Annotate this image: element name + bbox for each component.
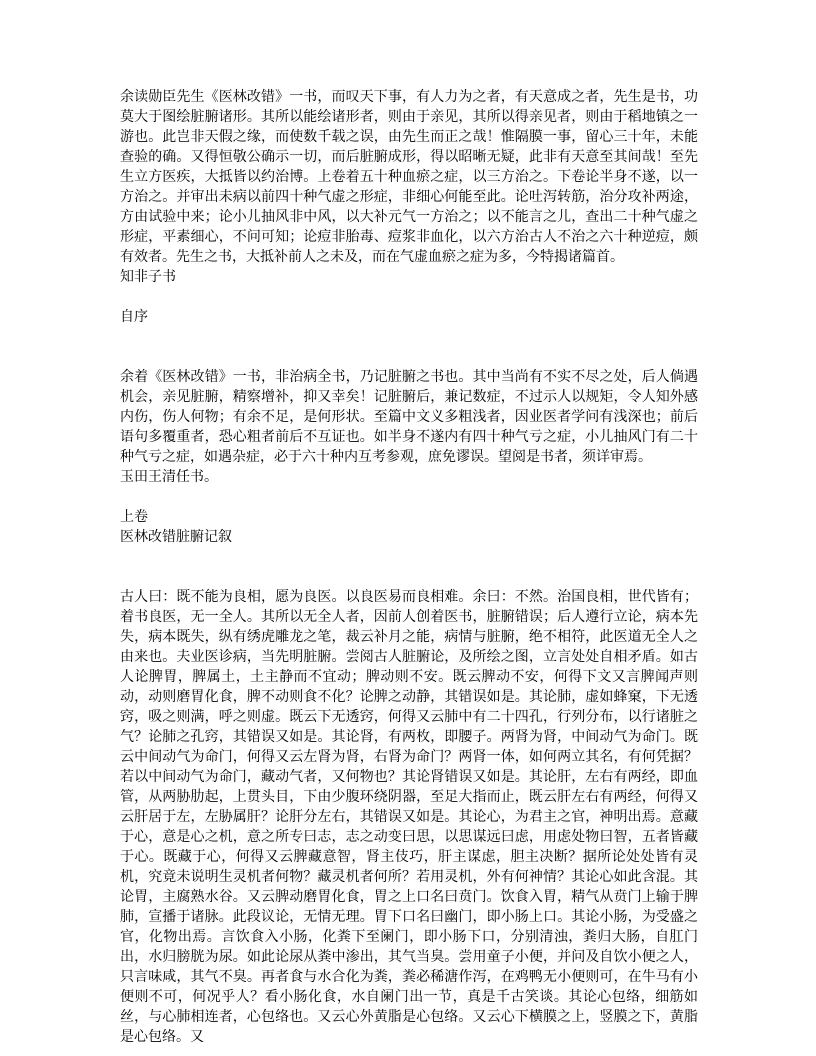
self-preface-title: 自序 [120,310,148,325]
chapter-title: 医林改错脏腑记叙 [120,530,232,545]
preface-signature: 知非子书 [120,270,176,285]
self-preface-paragraph: 余着《医林改错》一书，非治病全书，乃记脏腑之书也。其中当尚有不实不尽之处，后人倘遇机会，亲见脏腑，精察增补，抑又幸矣！记脏腑后，兼记数症，不过示人以规矩，令人知外感内伤，伤人何物；有余不足，是何形状。至篇中文义多粗浅者，因业医者学问有浅深也；前后语句多覆重者，恐心粗者前后不互证也。如半身不遂内有四十种气亏之症，小儿抽风门有二十种气亏之症，如遇杂症，必于六十种内互考参观，庶免谬误。望阅是书者，须详审焉。 [120,370,698,465]
preface-paragraph: 余读勋臣先生《医林改错》一书，而叹天下事，有人力为之者，有天意成之者，先生是书，功莫大于图绘脏腑诸形。其所以能绘诸形者，则由于亲见，其所以得亲见者，则由于稻地镇之一游也。此岂非天假之缘，而使数千载之误，由先生而正之哉！惟隔膜一事，留心三十年，未能查验的确。又得恒敬公确示一切，而后脏腑成形，得以昭晰无疑，此非有天意至其间哉！至先生立方医疾，大抵皆以约治博。上卷着五十种血瘀之症，以三方治之。下卷论半身不遂，以一方治之。并审出未病以前四十种气虚之形症，非细心何能至此。论吐泻转筋，治分攻补两途，方由试验中来；论小儿抽风非中风，以大补元气一方治之；以不能言之儿，查出二十种气虚之形症，平素细心，不问可知；论痘非胎毒、痘浆非血化，以六方治古人不治之六十种逆痘，颇有效者。先生之书，大抵补前人之未及，而在气虚血瘀之症为多，今特揭诸篇首。 [120,90,698,265]
chapter-body: 古人曰：既不能为良相，愿为良医。以良医易而良相难。余曰：不然。治国良相，世代皆有；着书良医，无一全人。其所以无全人者，因前人创着医书，脏腑错误；后人遵行立论，病本先失，病本既失，纵有绣虎雕龙之笔，裁云补月之能，病情与脏腑，绝不相符，此医道无全人之由来也。夫业医诊病，当先明脏腑。尝阅古人脏腑论，及所绘之图，立言处处自相矛盾。如古人论脾胃，脾属土，土主静而不宜动；脾动则不安。既云脾动不安，何得下文又言脾闻声则动，动则磨胃化食，脾不动则食不化？论脾之动静，其错误如是。其论肺，虚如蜂窠，下无透窍，吸之则满，呼之则虚。既云下无透窍，何得又云肺中有二十四孔，行列分布，以行诸脏之气？论肺之孔窍，其错误又如是。其论肾，有两枚，即腰子。两肾为肾，中间动气为命门。既云中间动气为命门，何得又云左肾为肾，右肾为命门？两肾一体，如何两立其名，有何凭据？若以中间动气为命门，藏动气者，又何物也？其论肾错误又如是。其论肝，左右有两经，即血管，从两胁肋起，上贯头目，下由少腹环绕阴器，至足大指而止，既云肝左右有两经，何得又云肝居于左，左胁属肝？论肝分左右，其错误又如是。其论心，为君主之官，神明出焉。意藏于心，意是心之机，意之所专曰志，志之动变曰思，以思谋远曰虑，用虑处物曰智，五者皆藏于心。既藏于心，何得又云脾藏意智，肾主伎巧，肝主谋虑，胆主决断？据所论处处皆有灵机，究竟未说明生灵机者何物？藏灵机者何所？若用灵机，外有何神情？其论心如此含混。其论胃，主腐熟水谷。又云脾动磨胃化食，胃之上口名曰贲门。饮食入胃，精气从贲门上输于脾肺，宣播于诸脉。此段议论，无情无理。胃下口名曰幽门，即小肠上口。其论小肠，为受盛之官，化物出焉。言饮食入小肠，化粪下至阑门，即小肠下口，分别清浊，粪归大肠，自肛门出，水归膀胱为尿。如此论尿从粪中渗出，其气当臭。尝用童子小便，并问及自饮小便之人，只言味咸，其气不臭。再者食与水合化为粪，粪必稀溏作泻，在鸡鸭无小便则可，在牛马有小便则不可，何况乎人？看小肠化食，水自阑门出一节，真是千古笑谈。其论心包络，细筋如丝，与心肺相连者，心包络也。又云心外黄脂是心包络。又云心下横膜之上，竖膜之下，黄脂是心包络。又 [120,590,698,1045]
volume-label: 上卷 [120,510,148,525]
self-preface-signature: 玉田王清任书。 [120,470,218,485]
